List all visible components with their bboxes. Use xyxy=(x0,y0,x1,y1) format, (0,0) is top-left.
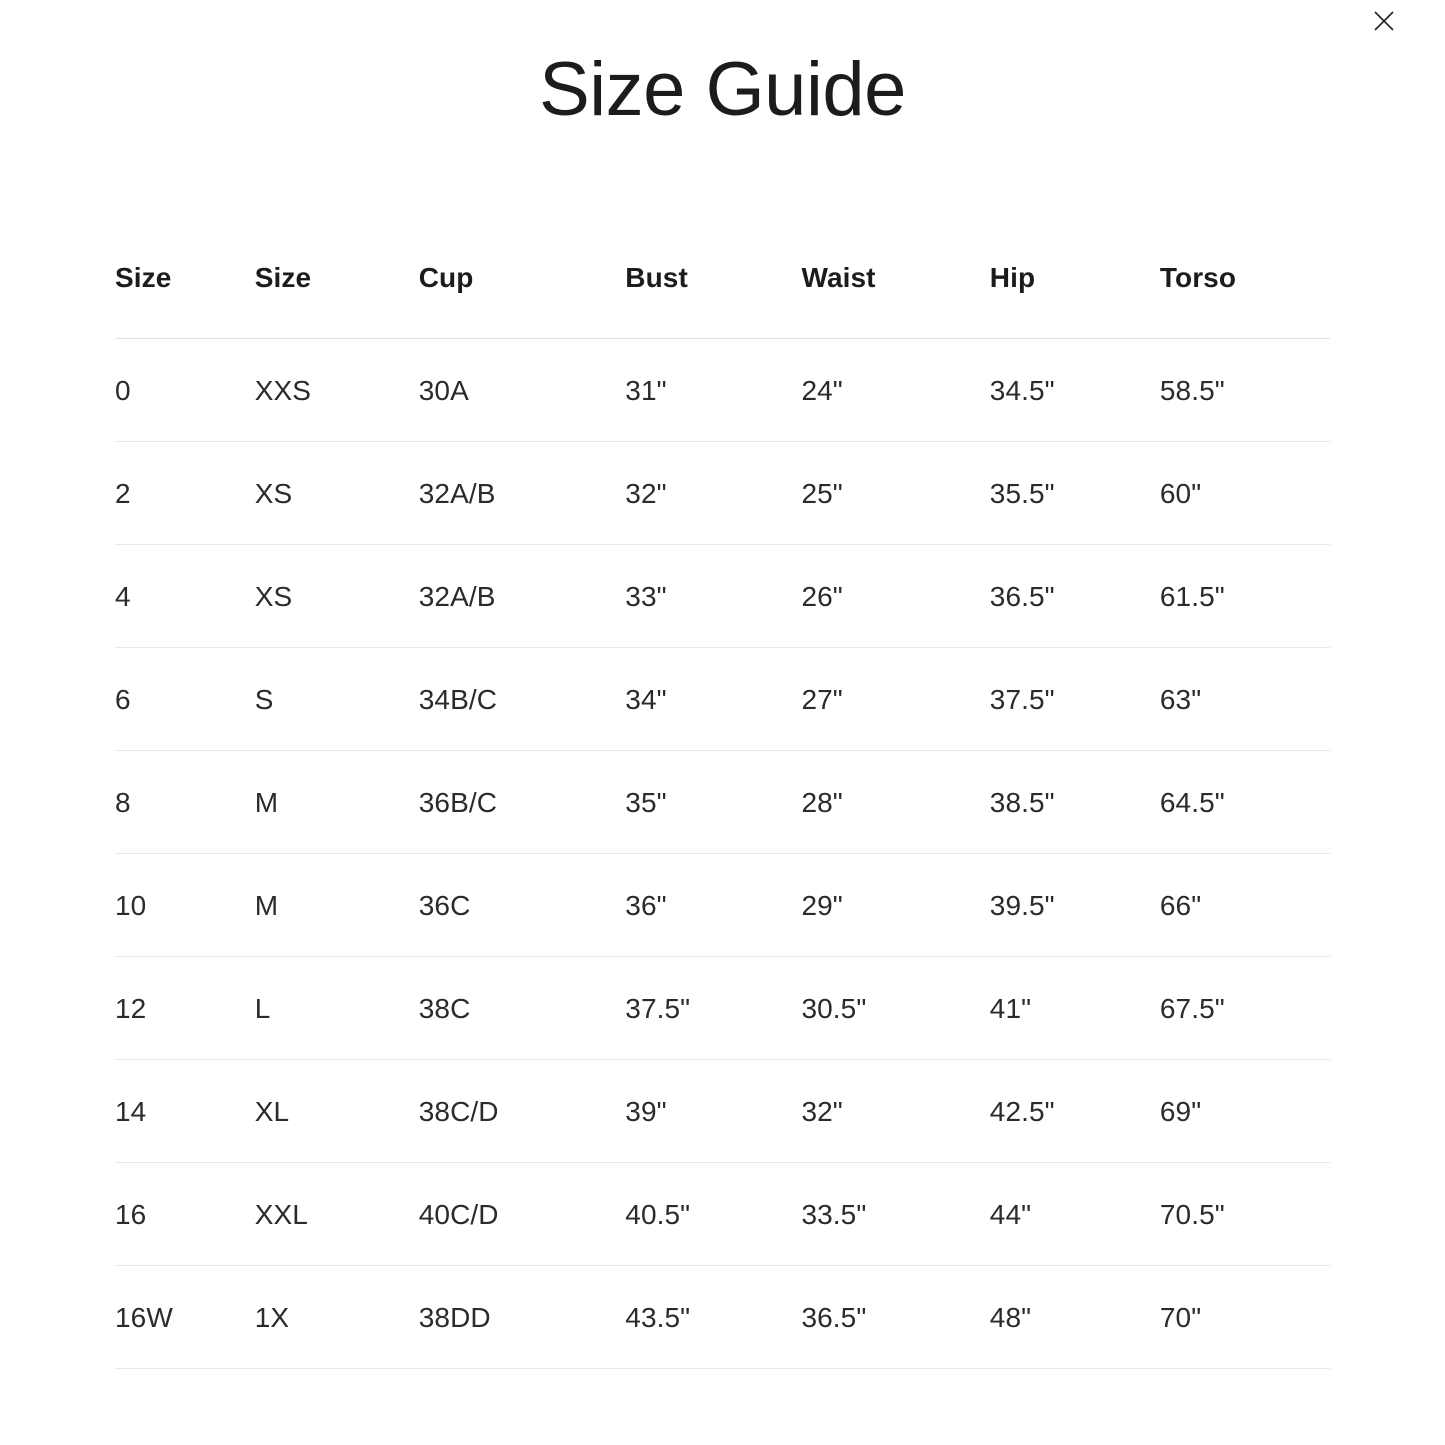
column-header-size-alpha: Size xyxy=(254,261,312,293)
table-row xyxy=(115,1059,1330,1162)
cell-size-numeric: 16 xyxy=(115,1162,255,1265)
cell-bust: 37.5" xyxy=(625,956,801,1059)
close-icon[interactable] xyxy=(1371,8,1397,34)
table-header xyxy=(115,262,1330,339)
table-row xyxy=(115,956,1330,1059)
table-row xyxy=(115,1265,1330,1368)
cell-waist: 24" xyxy=(801,338,989,441)
cell-size-alpha: L xyxy=(255,956,419,1059)
cell-cup: 34B/C xyxy=(419,647,626,750)
cell-bust: 33" xyxy=(625,544,801,647)
cell-hip: 35.5" xyxy=(990,441,1160,544)
cell-torso: 67.5" xyxy=(1160,956,1330,1059)
cell-size-alpha: XL xyxy=(255,1059,419,1162)
cell-size-numeric: 12 xyxy=(115,956,255,1059)
cell-torso: 60" xyxy=(1160,441,1330,544)
cell-hip: 36.5" xyxy=(990,544,1160,647)
cell-cup: 32A/B xyxy=(419,441,626,544)
cell-size-numeric: 14 xyxy=(115,1059,255,1162)
cell-cup: 38DD xyxy=(419,1265,626,1368)
cell-size-numeric: 16W xyxy=(115,1265,255,1368)
cell-waist: 26" xyxy=(801,544,989,647)
cell-waist: 29" xyxy=(801,853,989,956)
cell-bust: 31" xyxy=(625,338,801,441)
cell-waist: 33.5" xyxy=(801,1162,989,1265)
cell-torso: 61.5" xyxy=(1160,544,1330,647)
table-row xyxy=(115,544,1330,647)
cell-bust: 40.5" xyxy=(625,1162,801,1265)
column-header-waist: Waist xyxy=(801,261,876,293)
cell-size-numeric: 10 xyxy=(115,853,255,956)
cell-size-alpha: M xyxy=(255,853,419,956)
cell-waist: 32" xyxy=(801,1059,989,1162)
cell-bust: 43.5" xyxy=(625,1265,801,1368)
cell-size-alpha: M xyxy=(255,750,419,853)
cell-hip: 38.5" xyxy=(990,750,1160,853)
cell-size-alpha: XXL xyxy=(255,1162,419,1265)
cell-size-alpha: 1X xyxy=(255,1265,419,1368)
close-icon-glyph xyxy=(1371,8,1397,34)
cell-cup: 32A/B xyxy=(419,544,626,647)
cell-size-numeric: 2 xyxy=(115,441,255,544)
cell-size-alpha: XS xyxy=(255,544,419,647)
cell-cup: 36C xyxy=(419,853,626,956)
column-header-size-numeric: Size xyxy=(115,261,172,293)
cell-bust: 36" xyxy=(625,853,801,956)
column-header-torso: Torso xyxy=(1159,261,1237,293)
cell-hip: 39.5" xyxy=(990,853,1160,956)
cell-size-alpha: XXS xyxy=(255,338,419,441)
cell-size-numeric: 0 xyxy=(115,338,255,441)
cell-cup: 38C xyxy=(419,956,626,1059)
cell-hip: 41" xyxy=(990,956,1160,1059)
table-header-row xyxy=(115,262,1330,339)
cell-size-numeric: 4 xyxy=(115,544,255,647)
cell-hip: 42.5" xyxy=(990,1059,1160,1162)
table-row xyxy=(115,441,1330,544)
cell-waist: 25" xyxy=(801,441,989,544)
cell-bust: 32" xyxy=(625,441,801,544)
column-header-bust: Bust xyxy=(625,261,688,293)
cell-torso: 70.5" xyxy=(1160,1162,1330,1265)
cell-waist: 36.5" xyxy=(801,1265,989,1368)
page-title: Size Guide xyxy=(539,47,906,132)
cell-torso: 64.5" xyxy=(1160,750,1330,853)
cell-torso: 58.5" xyxy=(1160,338,1330,441)
cell-torso: 70" xyxy=(1160,1265,1330,1368)
table-row xyxy=(115,853,1330,956)
cell-torso: 69" xyxy=(1160,1059,1330,1162)
cell-cup: 30A xyxy=(419,338,626,441)
cell-bust: 34" xyxy=(625,647,801,750)
cell-waist: 30.5" xyxy=(801,956,989,1059)
cell-hip: 44" xyxy=(990,1162,1160,1265)
column-header-cup: Cup xyxy=(418,261,474,293)
size-table-container xyxy=(0,262,1445,1369)
cell-cup: 40C/D xyxy=(419,1162,626,1265)
cell-size-alpha: S xyxy=(255,647,419,750)
cell-torso: 66" xyxy=(1160,853,1330,956)
cell-waist: 27" xyxy=(801,647,989,750)
cell-cup: 38C/D xyxy=(419,1059,626,1162)
cell-waist: 28" xyxy=(801,750,989,853)
cell-hip: 34.5" xyxy=(990,338,1160,441)
cell-size-numeric: 6 xyxy=(115,647,255,750)
cell-size-alpha: XS xyxy=(255,441,419,544)
cell-hip: 37.5" xyxy=(990,647,1160,750)
cell-torso: 63" xyxy=(1160,647,1330,750)
table-row xyxy=(115,338,1330,441)
cell-size-numeric: 8 xyxy=(115,750,255,853)
cell-hip: 48" xyxy=(990,1265,1160,1368)
column-header-hip: Hip xyxy=(989,261,1036,293)
cell-bust: 39" xyxy=(625,1059,801,1162)
table-row xyxy=(115,750,1330,853)
cell-cup: 36B/C xyxy=(419,750,626,853)
table-row xyxy=(115,647,1330,750)
cell-bust: 35" xyxy=(625,750,801,853)
table-row xyxy=(115,1162,1330,1265)
table-body xyxy=(115,338,1330,1368)
size-chart-table xyxy=(115,262,1330,1369)
